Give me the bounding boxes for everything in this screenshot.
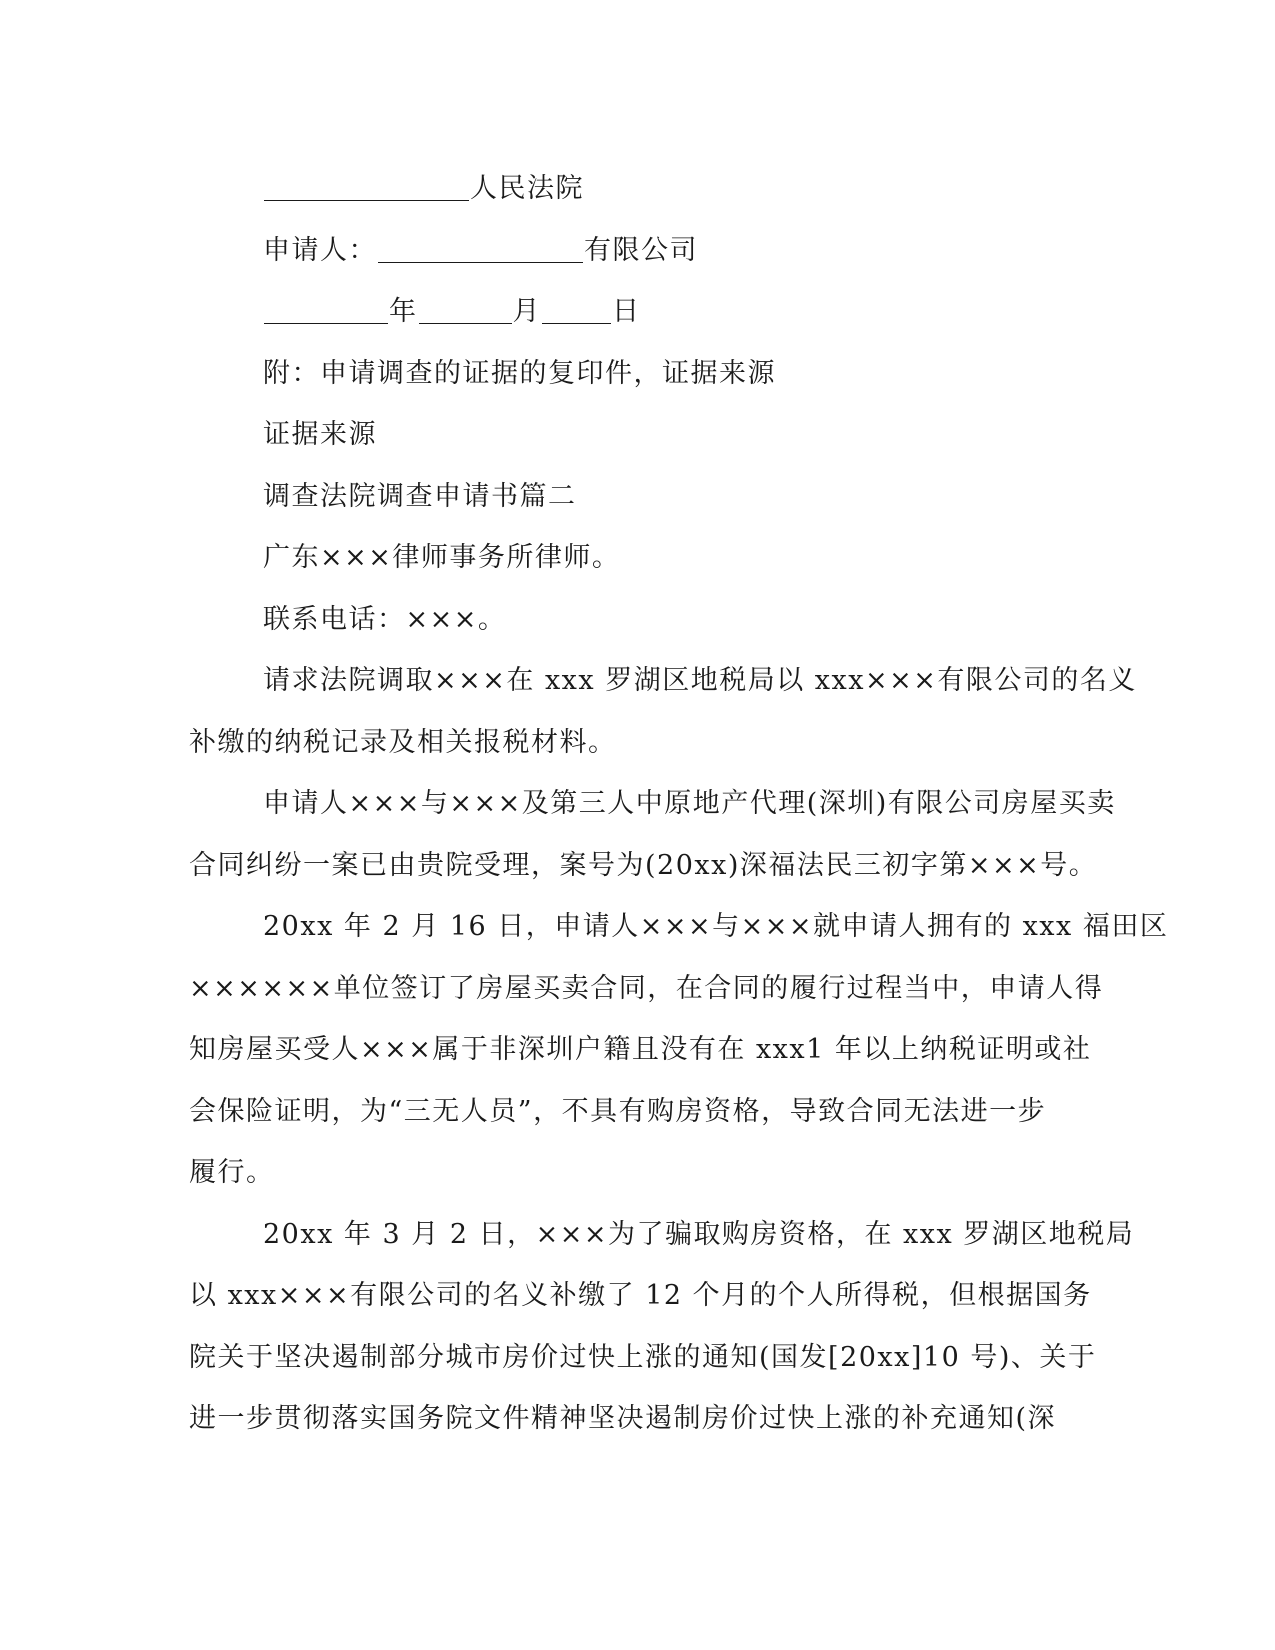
court-name-blank: [264, 170, 469, 201]
month-label: 月: [512, 296, 541, 327]
body-line: 知房屋买受人×××属于非深圳户籍且没有在 xxx1 年以上纳税证明或社: [189, 1034, 1092, 1065]
body-line: 申请人×××与×××及第三人中原地产代理(深圳)有限公司房屋买卖: [263, 788, 1116, 819]
court-line: [189, 158, 1089, 220]
year-blank: [264, 293, 388, 324]
phone-line: 联系电话：×××。: [263, 603, 507, 635]
body-line: 以 xxx×××有限公司的名义补缴了 12 个月的个人所得税，但根据国务: [189, 1280, 1092, 1311]
applicant-line: [189, 220, 1089, 282]
body-line: ××××××单位签订了房屋买卖合同，在合同的履行过程当中，申请人得: [189, 972, 1104, 1004]
document-body: [189, 158, 1169, 1450]
body-line: 会保险证明，为“三无人员”，不具有购房资格，导致合同无法进一步: [189, 1095, 1047, 1127]
law-firm-line: 广东×××律师事务所律师。: [263, 542, 621, 573]
body-line: 20xx 年 2 月 16 日，申请人×××与×××就申请人拥有的 xxx 福田区: [263, 911, 1169, 942]
body-line: 补缴的纳税记录及相关报税材料。: [189, 726, 617, 758]
applicant-name-blank: [378, 232, 583, 263]
body-line: 合同纠纷一案已由贵院受理，案号为(20xx)深福法民三初字第×××号。: [189, 849, 1098, 881]
court-suffix: 人民法院: [470, 173, 584, 204]
section-heading: 调查法院调查申请书篇二: [263, 480, 577, 512]
attachment-line: 附：申请调查的证据的复印件，证据来源: [263, 357, 776, 389]
evidence-source-line: 证据来源: [263, 419, 377, 450]
day-blank: [542, 293, 611, 324]
year-label: 年: [389, 296, 418, 327]
body-line: 请求法院调取×××在 xxx 罗湖区地税局以 xxx×××有限公司的名义: [263, 665, 1137, 696]
day-label: 日: [612, 296, 641, 327]
body-line: 院关于坚决遏制部分城市房价过快上涨的通知(国发[20xx]10 号)、关于: [189, 1341, 1097, 1373]
date-line: [189, 281, 1089, 343]
body-line: 进一步贯彻落实国务院文件精神坚决遏制房价过快上涨的补充通知(深: [189, 1403, 1057, 1434]
applicant-label: 申请人：: [263, 234, 377, 266]
company-suffix: 有限公司: [584, 234, 698, 266]
body-line: 履行。: [189, 1157, 275, 1188]
month-blank: [419, 293, 512, 324]
body-line: 20xx 年 3 月 2 日，×××为了骗取购房资格，在 xxx 罗湖区地税局: [263, 1218, 1135, 1250]
